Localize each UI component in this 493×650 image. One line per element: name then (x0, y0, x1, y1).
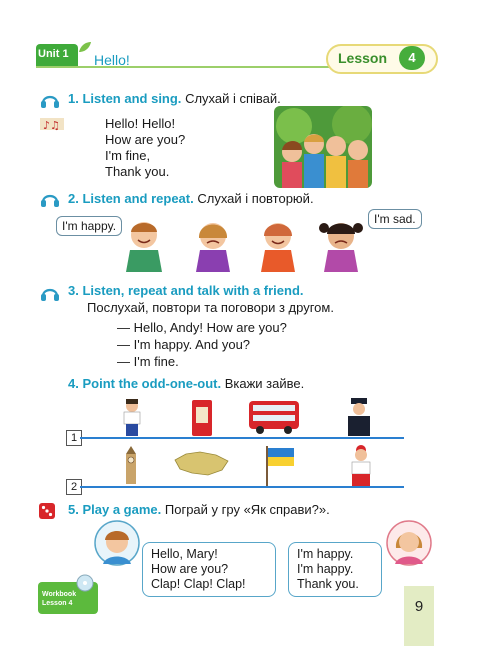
headphones-icon (40, 284, 60, 307)
song-line-2: How are you? (105, 132, 186, 147)
unit-title: Hello! (94, 52, 130, 68)
task2-number: 2. (68, 191, 79, 206)
boy-avatar (94, 520, 140, 566)
song-line-1: Hello! Hello! (105, 116, 176, 131)
disc-icon (76, 574, 94, 597)
phone-box-picture (190, 398, 214, 436)
girl-line-1: I'm happy. (297, 547, 354, 561)
dialogue-line-2: — I'm happy. And you? (117, 337, 251, 352)
row-label-2: 2 (66, 479, 82, 495)
task5-number: 5. (68, 502, 79, 517)
happy-speech-bubble: I'm happy. (56, 216, 122, 236)
workbook-label (42, 590, 76, 608)
page-number: 9 (414, 598, 424, 615)
boy-speech-bubble (142, 542, 276, 597)
task3-heading (68, 283, 304, 299)
happy-girl-picture (255, 218, 301, 272)
policeman-picture (344, 398, 374, 436)
row-line-1 (80, 437, 404, 439)
row-line-2 (80, 486, 404, 488)
task3-title: Listen, repeat and talk with a friend. (82, 283, 304, 298)
workbook-line-1: Workbook (42, 591, 77, 598)
leaf-icon (78, 40, 92, 52)
page-corner (404, 586, 434, 646)
sad-speech-bubble: I'm sad. (368, 209, 422, 229)
girl-speech-bubble (288, 542, 382, 597)
task4-number: 4. (68, 376, 79, 391)
task3-number: 3. (68, 283, 79, 298)
ukrainian-girl-picture (346, 444, 376, 486)
ukraine-map-picture (172, 448, 230, 478)
happy-boy-picture (120, 218, 168, 272)
task5-instruction: Пограй у гру «Як справи?». (164, 502, 330, 517)
headphones-icon (40, 91, 60, 114)
task2-heading (68, 191, 314, 207)
task4-title: Point the odd-one-out. (82, 376, 222, 391)
song-line-3: I'm fine, (105, 148, 151, 163)
unit-label: Unit 1 (38, 48, 69, 60)
boy-line-2: How are you? (151, 562, 229, 576)
task1-title: Listen and sing. (82, 91, 182, 106)
task1-heading (68, 91, 281, 107)
task1-instruction: Слухай і співай. (185, 91, 281, 106)
cossack-picture (118, 398, 146, 436)
lesson-label: Lesson (338, 50, 388, 66)
girl-line-3: Thank you. (297, 577, 359, 591)
dialogue-line-1: — Hello, Andy! How are you? (117, 320, 287, 335)
boy-line-1: Hello, Mary! (151, 547, 218, 561)
song-line-4: Thank you. (105, 164, 170, 179)
task1-number: 1. (68, 91, 79, 106)
lesson-number: 4 (399, 46, 425, 70)
big-ben-picture (122, 446, 140, 484)
task3-instruction: Послухай, повтори та поговори з другом. (87, 300, 334, 315)
dice-icon (38, 502, 56, 525)
double-decker-bus-picture (248, 400, 300, 434)
task5-heading (68, 502, 330, 518)
singing-children-picture (274, 106, 372, 188)
task2-instruction: Слухай і повторюй. (197, 191, 314, 206)
ukraine-flag-picture (264, 446, 296, 486)
task4-heading (68, 376, 304, 392)
boy-line-3: Clap! Clap! Clap! (151, 577, 246, 591)
music-notes-icon (40, 116, 64, 137)
sad-girl-picture (190, 218, 236, 272)
header-underline (36, 66, 356, 68)
girl-line-2: I'm happy. (297, 562, 354, 576)
row-label-1: 1 (66, 430, 82, 446)
task5-title: Play a game. (82, 502, 162, 517)
svg-text:♪♫: ♪♫ (43, 119, 60, 132)
workbook-line-2: Lesson 4 (42, 600, 73, 607)
girl-avatar (386, 520, 432, 566)
task4-instruction: Вкажи зайве. (224, 376, 305, 391)
task2-title: Listen and repeat. (82, 191, 194, 206)
headphones-icon (40, 190, 60, 213)
sad-girl-pigtails-picture (318, 218, 364, 272)
dialogue-line-3: — I'm fine. (117, 354, 179, 369)
